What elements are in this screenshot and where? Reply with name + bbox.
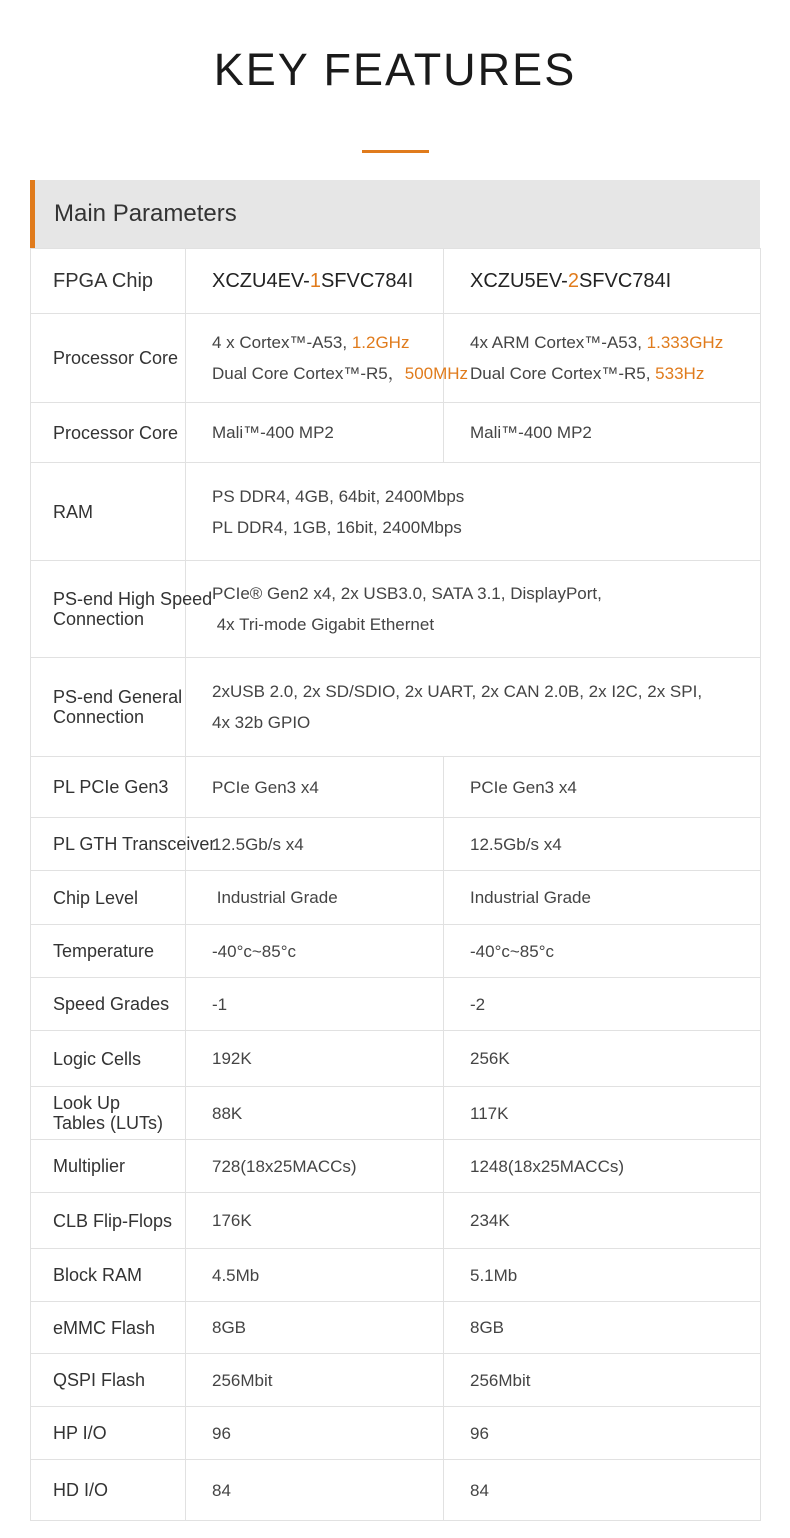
row-label: Look Up Tables (LUTs)	[31, 1087, 186, 1140]
chip-value-1: XCZU4EV-1SFVC784I	[186, 249, 444, 314]
row-label: eMMC Flash	[31, 1302, 186, 1354]
row-label: RAM	[31, 463, 186, 561]
row-value-1: -40°c~85°c	[186, 925, 444, 978]
row-value-1: 256Mbit	[186, 1354, 444, 1407]
processor-value-2: 4x ARM Cortex™-A53, 1.333GHz Dual Core Cortex™-R5, 533Hz	[444, 314, 761, 403]
ps-general-value: 2xUSB 2.0, 2x SD/SDIO, 2x UART, 2x CAN 2.0B, 2x I2C, 2x SPI, 4x 32b GPIO	[186, 658, 761, 757]
table-row-ps-general	[31, 658, 761, 757]
row-value-2: -2	[444, 978, 761, 1031]
title-underline	[362, 150, 429, 153]
row-value-2: 8GB	[444, 1302, 761, 1354]
processor-value-1: 4 x Cortex™-A53, 1.2GHz Dual Core Cortex™-R5，500MHz	[186, 314, 444, 403]
parameters-table	[30, 248, 761, 1521]
row-value-2: PCIe Gen3 x4	[444, 757, 761, 818]
table-row-hp-io	[31, 1407, 761, 1460]
row-value-1: PCIe Gen3 x4	[186, 757, 444, 818]
row-label: PL PCIe Gen3	[31, 757, 186, 818]
table-row-emmc-flash	[31, 1302, 761, 1354]
row-value-2: 1248(18x25MACCs)	[444, 1140, 761, 1193]
row-value-2: 117K	[444, 1087, 761, 1140]
row-value-2: 234K	[444, 1193, 761, 1249]
row-value-1: 88K	[186, 1087, 444, 1140]
row-value-2: 12.5Gb/s x4	[444, 818, 761, 871]
row-value-2: 84	[444, 1460, 761, 1521]
row-label: Logic Cells	[31, 1031, 186, 1087]
row-value-1: 176K	[186, 1193, 444, 1249]
table-row-chip-level	[31, 871, 761, 925]
row-label: CLB Flip-Flops	[31, 1193, 186, 1249]
row-label: QSPI Flash	[31, 1354, 186, 1407]
row-value-2: -40°c~85°c	[444, 925, 761, 978]
row-value-1: 192K	[186, 1031, 444, 1087]
table-row-logic-cells	[31, 1031, 761, 1087]
row-value-2: Industrial Grade	[444, 871, 761, 925]
row-label: PS-end General Connection	[31, 658, 186, 757]
row-label: Chip Level	[31, 871, 186, 925]
section-title: Main Parameters	[54, 200, 237, 227]
table-row-ps-high-speed	[31, 561, 761, 658]
row-label: HP I/O	[31, 1407, 186, 1460]
chip-value-2: XCZU5EV-2SFVC784I	[444, 249, 761, 314]
row-label: HD I/O	[31, 1460, 186, 1521]
table-row-hd-io	[31, 1460, 761, 1521]
row-label: Processor Core	[31, 314, 186, 403]
row-label: Temperature	[31, 925, 186, 978]
row-value-1: 12.5Gb/s x4	[186, 818, 444, 871]
table-row-pl-pcie-gen3	[31, 757, 761, 818]
row-value-1: 8GB	[186, 1302, 444, 1354]
table-row-speed-grades	[31, 978, 761, 1031]
ps-high-speed-value: PCIe® Gen2 x4, 2x USB3.0, SATA 3.1, DisplayPort, 4x Tri-mode Gigabit Ethernet	[186, 561, 761, 658]
row-value-2: 256K	[444, 1031, 761, 1087]
table-row-block-ram	[31, 1249, 761, 1302]
page-title: KEY FEATURES	[213, 44, 577, 95]
row-value-1: Mali™-400 MP2	[186, 403, 444, 463]
table-row-clb-flip-flops	[31, 1193, 761, 1249]
section-header	[30, 180, 760, 248]
row-value-1: Industrial Grade	[186, 871, 444, 925]
row-label: Block RAM	[31, 1249, 186, 1302]
row-value-1: -1	[186, 978, 444, 1031]
row-label: PL GTH Transceiver	[31, 818, 186, 871]
row-label: Multiplier	[31, 1140, 186, 1193]
table-row-gpu	[31, 403, 761, 463]
table-row-multiplier	[31, 1140, 761, 1193]
table-row-qspi-flash	[31, 1354, 761, 1407]
row-value-1: 728(18x25MACCs)	[186, 1140, 444, 1193]
row-value-2: 256Mbit	[444, 1354, 761, 1407]
table-row-pl-gth-transceiver	[31, 818, 761, 871]
table-row-fpga-chip	[31, 249, 761, 314]
row-value-1: 4.5Mb	[186, 1249, 444, 1302]
row-value-1: 96	[186, 1407, 444, 1460]
row-value-1: 84	[186, 1460, 444, 1521]
row-label: Speed Grades	[31, 978, 186, 1031]
row-label: FPGA Chip	[31, 249, 186, 314]
table-row-luts	[31, 1087, 761, 1140]
row-label: Processor Core	[31, 403, 186, 463]
ram-value: PS DDR4, 4GB, 64bit, 2400Mbps PL DDR4, 1GB, 16bit, 2400Mbps	[186, 463, 761, 561]
row-value-2: Mali™-400 MP2	[444, 403, 761, 463]
row-label: PS-end High Speed Connection	[31, 561, 186, 658]
table-row-ram	[31, 463, 761, 561]
table-row-temperature	[31, 925, 761, 978]
table-row-processor-core	[31, 314, 761, 403]
row-value-2: 96	[444, 1407, 761, 1460]
row-value-2: 5.1Mb	[444, 1249, 761, 1302]
